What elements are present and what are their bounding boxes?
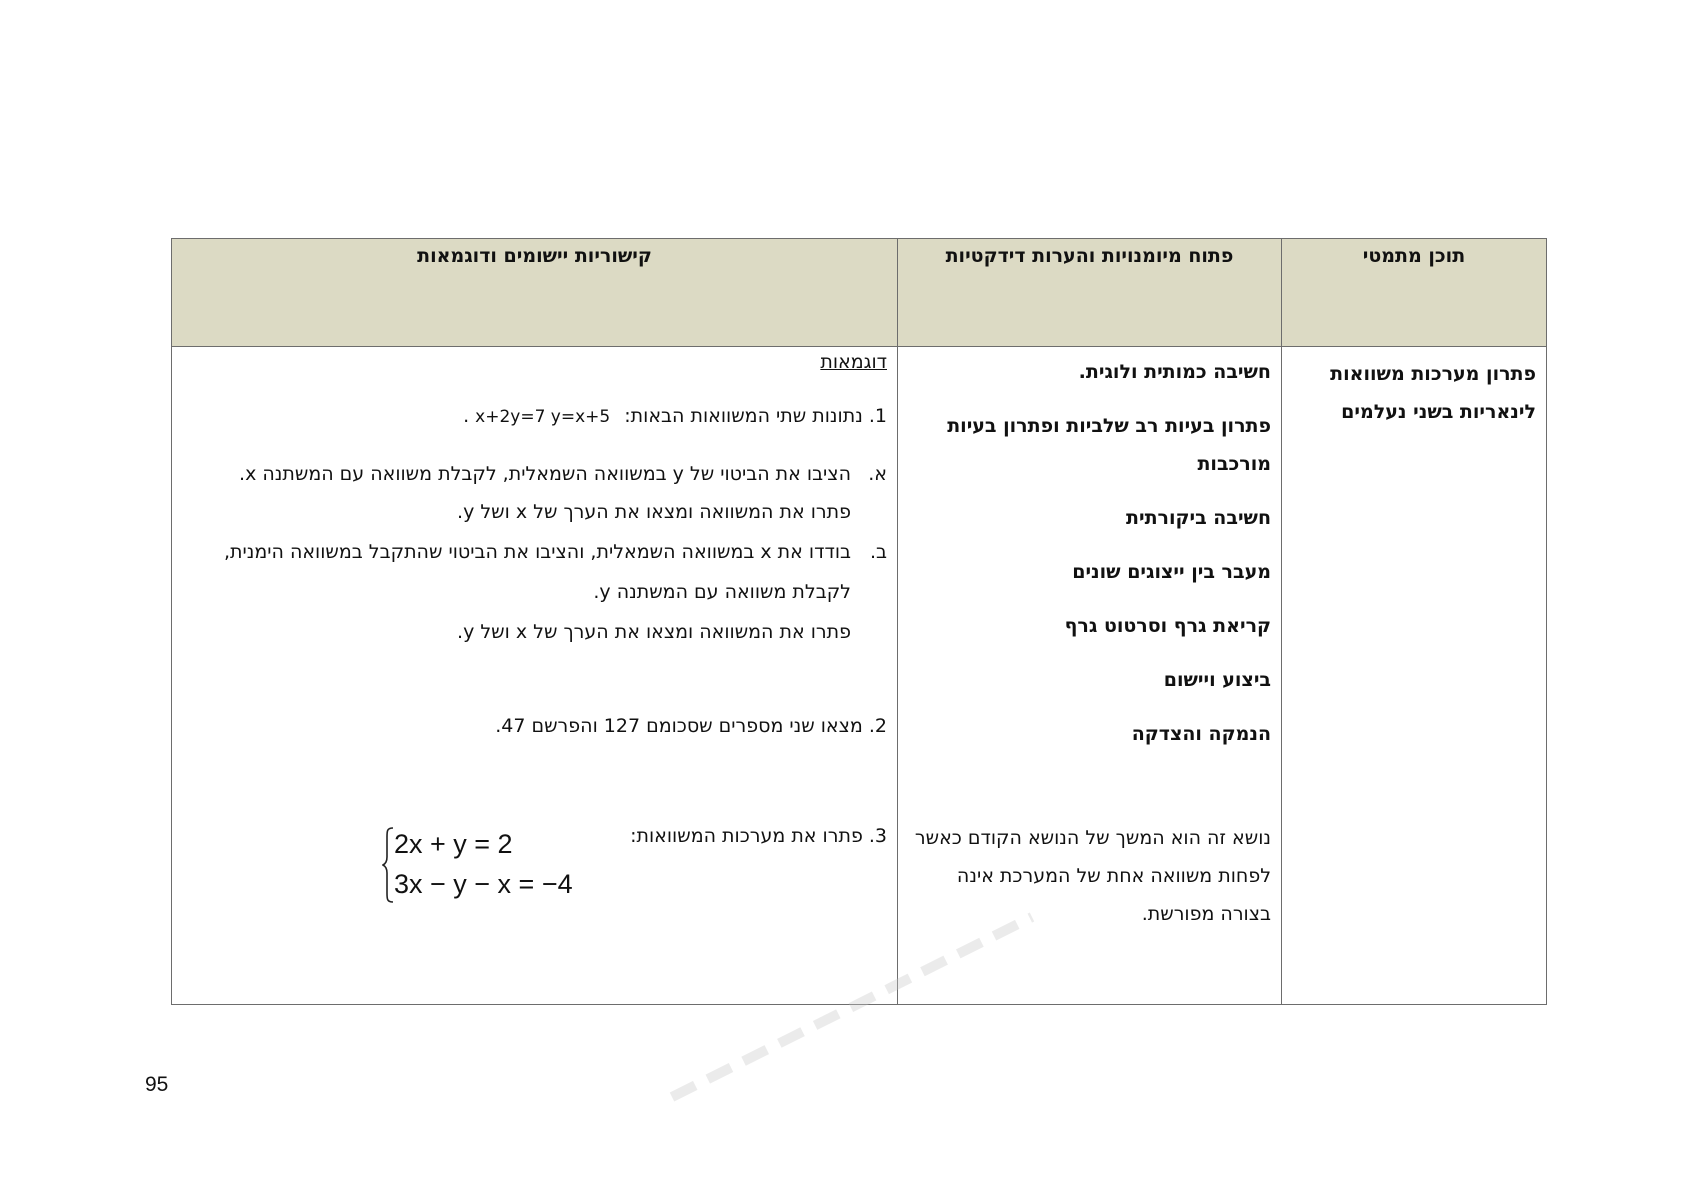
part-b-line-2: לקבלת משוואה עם המשתנה y. (593, 581, 851, 603)
question-3-number: 3. (868, 825, 887, 847)
question-1 (463, 405, 887, 427)
skill-item: מעבר בין ייצוגים שונים (1072, 561, 1271, 583)
skill-item: חשיבה כמותית ולוגית. (1078, 361, 1271, 383)
curriculum-table (171, 238, 1547, 1005)
skill-item: פתרון בעיות רב שלביות ופתרון בעיות מורכבות (947, 415, 1271, 475)
part-a-label: א. (868, 463, 887, 485)
didactic-note: נושא זה הוא המשך של הנושא הקודם כאשר לפחות משוואה אחת של המערכת אינה בצורה מפורשת. (914, 827, 1271, 925)
skill-item: קריאת גרף וסרטוט גרף (1064, 615, 1271, 637)
examples-cell (172, 347, 898, 1004)
part-b-line-1: בודדו את x במשוואה השמאלית, והציבו את הביטוי שהתקבל במשוואה הימנית, (223, 541, 851, 563)
part-a-line-2: פתרו את המשוואה ומצאו את הערך של x ושל y. (457, 501, 851, 523)
part-b-line-3: פתרו את המשוואה ומצאו את הערך של x ושל y. (457, 621, 851, 643)
part-b-label: ב. (869, 541, 887, 563)
skill-item: ביצוע ויישום (1163, 669, 1271, 691)
skill-item: הנמקה והצדקה (1131, 723, 1271, 745)
left-brace-icon (382, 827, 394, 903)
skill-item: חשיבה ביקורתית (1126, 507, 1271, 529)
content-cell (1282, 347, 1546, 1004)
equation-2: 3x − y − x = −4 (394, 869, 573, 899)
question-1-equations: x+2y=7 y=x+5 (475, 407, 611, 427)
header-skills: פתוח מיומנויות והערות דידקטיות (898, 239, 1282, 347)
question-1-period: . (463, 405, 470, 427)
header-applications: קישוריות יישומים ודוגמאות (172, 239, 898, 347)
content-line-1: פתרון מערכות משוואות (1330, 363, 1536, 385)
question-3 (630, 825, 887, 847)
equation-1: 2x + y = 2 (394, 829, 513, 859)
page-number: 95 (145, 1073, 169, 1096)
question-2-number: 2. (868, 715, 887, 737)
question-1-text: נתונות שתי המשוואות הבאות: (624, 405, 863, 427)
question-2 (495, 715, 887, 737)
question-2-text: מצאו שני מספרים שסכומם 127 והפרשם 47. (495, 715, 863, 737)
question-3-text: פתרו את מערכות המשוואות: (630, 825, 863, 847)
examples-title: דוגמאות (820, 351, 887, 373)
question-1-number: 1. (868, 405, 887, 427)
skills-cell (898, 347, 1282, 1004)
header-content: תוכן מתמטי (1282, 239, 1546, 347)
content-line-2: לינאריות בשני נעלמים (1341, 401, 1536, 423)
part-a-line-1: הציבו את הביטוי של y במשוואה השמאלית, לקבלת משוואה עם המשתנה x. (239, 463, 851, 485)
